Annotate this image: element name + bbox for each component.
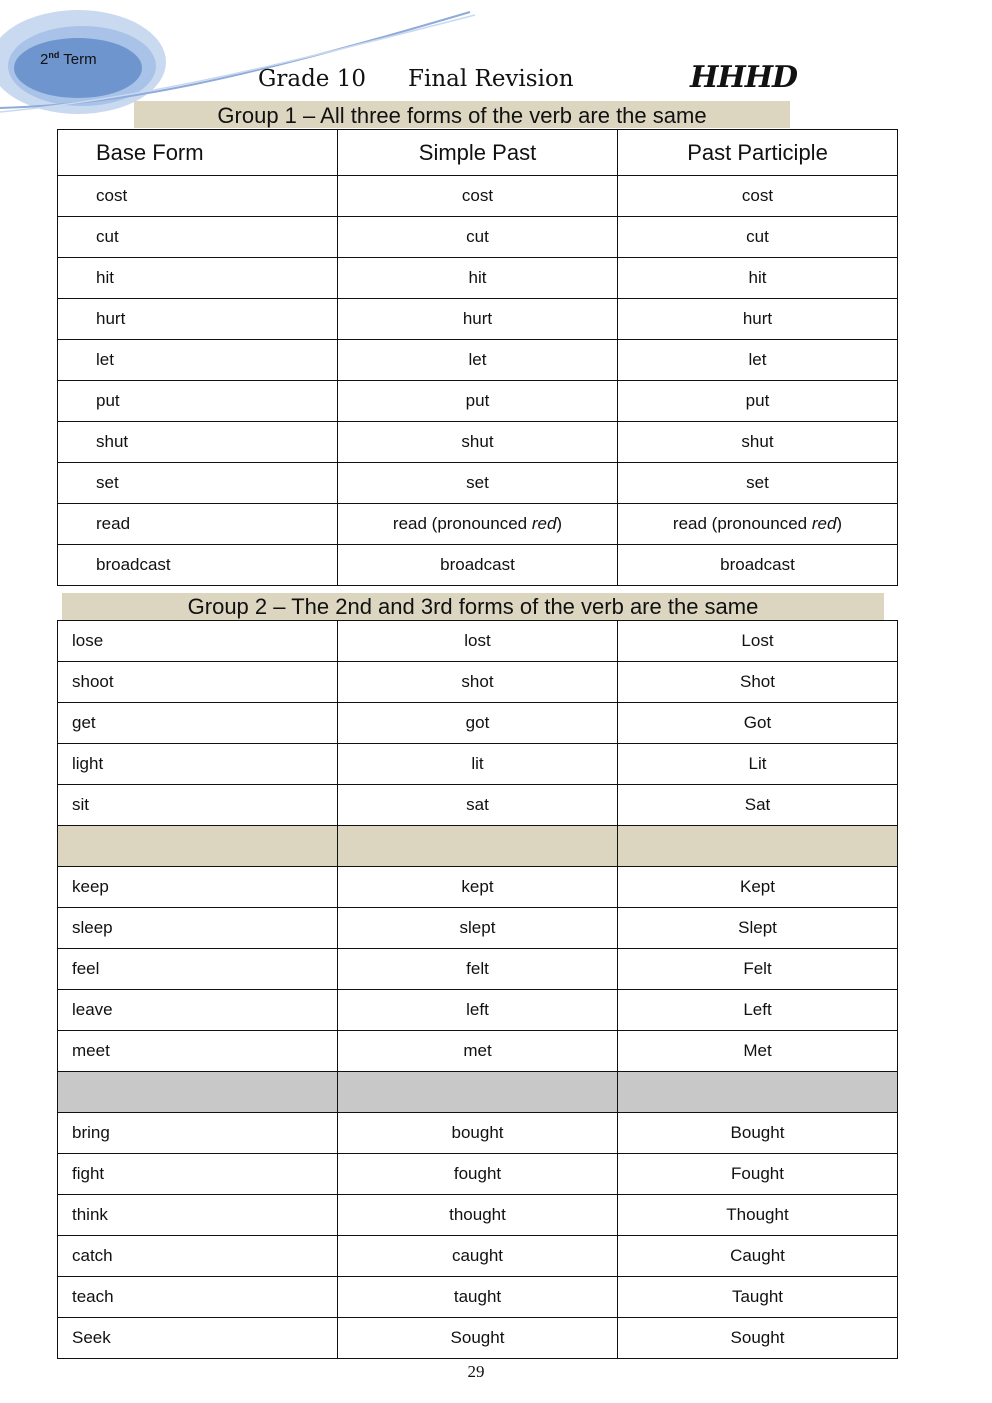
base-form-cell: get (58, 703, 338, 744)
separator-cell (58, 826, 338, 867)
table-row (58, 662, 898, 703)
past-participle-cell: Slept (618, 908, 898, 949)
base-form-cell: sleep (58, 908, 338, 949)
base-form-cell: sit (58, 785, 338, 826)
base-form-cell: shoot (58, 662, 338, 703)
table-row (58, 1236, 898, 1277)
table-row (58, 949, 898, 990)
term-badge (40, 50, 97, 68)
group2-title: Group 2 – The 2nd and 3rd forms of the verb are the same (62, 593, 884, 620)
simple-past-cell: shot (338, 662, 618, 703)
base-form-cell: keep (58, 867, 338, 908)
table-row (58, 621, 898, 662)
table-row (58, 1154, 898, 1195)
simple-past-cell: lost (338, 621, 618, 662)
separator-cell (618, 1072, 898, 1113)
simple-past-cell: felt (338, 949, 618, 990)
table-row (58, 340, 898, 381)
base-form-cell: cost (58, 176, 338, 217)
grade-label: Grade 10 (258, 66, 366, 92)
base-form-cell: cut (58, 217, 338, 258)
base-form-cell: light (58, 744, 338, 785)
simple-past-cell: cost (338, 176, 618, 217)
base-form-cell: think (58, 1195, 338, 1236)
table-row (58, 217, 898, 258)
simple-past-cell: Sought (338, 1318, 618, 1359)
simple-past-cell: got (338, 703, 618, 744)
column-header-simple-past: Simple Past (338, 130, 618, 176)
past-participle-cell: put (618, 381, 898, 422)
base-form-cell: meet (58, 1031, 338, 1072)
table-row (58, 545, 898, 586)
past-participle-cell: cost (618, 176, 898, 217)
past-participle-cell: hurt (618, 299, 898, 340)
past-participle-cell: read (pronounced red) (618, 504, 898, 545)
table-row (58, 504, 898, 545)
simple-past-cell: read (pronounced red) (338, 504, 618, 545)
past-participle-cell: Felt (618, 949, 898, 990)
page-title: Final Revision (408, 66, 574, 92)
table-row (58, 1031, 898, 1072)
simple-past-cell: left (338, 990, 618, 1031)
table-row (58, 867, 898, 908)
table-row (58, 1195, 898, 1236)
table-row (58, 258, 898, 299)
table-row (58, 1318, 898, 1359)
past-participle-cell: Got (618, 703, 898, 744)
past-participle-cell: shut (618, 422, 898, 463)
table-row (58, 381, 898, 422)
simple-past-cell: broadcast (338, 545, 618, 586)
past-participle-cell: Lost (618, 621, 898, 662)
past-participle-cell: set (618, 463, 898, 504)
simple-past-cell: let (338, 340, 618, 381)
term-number: 2 (40, 51, 49, 68)
separator-row (58, 826, 898, 867)
base-form-cell: put (58, 381, 338, 422)
separator-cell (58, 1072, 338, 1113)
simple-past-cell: taught (338, 1277, 618, 1318)
past-participle-cell: Sat (618, 785, 898, 826)
group1-header-row (58, 130, 898, 176)
base-form-cell: shut (58, 422, 338, 463)
simple-past-cell: lit (338, 744, 618, 785)
group1-title: Group 1 – All three forms of the verb are the same (134, 101, 790, 128)
table-row (58, 703, 898, 744)
simple-past-cell: kept (338, 867, 618, 908)
simple-past-cell: caught (338, 1236, 618, 1277)
table-row (58, 1277, 898, 1318)
author-logo: HHHD (690, 60, 798, 95)
past-participle-cell: Thought (618, 1195, 898, 1236)
base-form-cell: leave (58, 990, 338, 1031)
base-form-cell: read (58, 504, 338, 545)
past-participle-cell: Sought (618, 1318, 898, 1359)
table-row (58, 176, 898, 217)
simple-past-cell: bought (338, 1113, 618, 1154)
past-participle-cell: broadcast (618, 545, 898, 586)
simple-past-cell: thought (338, 1195, 618, 1236)
past-participle-cell: Left (618, 990, 898, 1031)
table-row (58, 422, 898, 463)
base-form-cell: set (58, 463, 338, 504)
term-suffix: nd (48, 50, 60, 60)
base-form-cell: lose (58, 621, 338, 662)
table-row (58, 299, 898, 340)
base-form-cell: hit (58, 258, 338, 299)
table-row (58, 744, 898, 785)
past-participle-cell: Lit (618, 744, 898, 785)
table-row (58, 990, 898, 1031)
past-participle-cell: cut (618, 217, 898, 258)
past-participle-cell: Taught (618, 1277, 898, 1318)
separator-cell (618, 826, 898, 867)
page-number: 29 (467, 1362, 485, 1381)
past-participle-cell: Caught (618, 1236, 898, 1277)
past-participle-cell: Kept (618, 867, 898, 908)
base-form-cell: fight (58, 1154, 338, 1195)
separator-cell (338, 1072, 618, 1113)
base-form-cell: catch (58, 1236, 338, 1277)
simple-past-cell: set (338, 463, 618, 504)
base-form-cell: hurt (58, 299, 338, 340)
simple-past-cell: cut (338, 217, 618, 258)
simple-past-cell: slept (338, 908, 618, 949)
base-form-cell: broadcast (58, 545, 338, 586)
base-form-cell: let (58, 340, 338, 381)
simple-past-cell: put (338, 381, 618, 422)
separator-cell (338, 826, 618, 867)
past-participle-cell: Shot (618, 662, 898, 703)
base-form-cell: feel (58, 949, 338, 990)
past-participle-cell: Met (618, 1031, 898, 1072)
simple-past-cell: met (338, 1031, 618, 1072)
column-header-past-participle: Past Participle (618, 130, 898, 176)
group1-table (57, 129, 898, 586)
past-participle-cell: hit (618, 258, 898, 299)
separator-row (58, 1072, 898, 1113)
past-participle-cell: let (618, 340, 898, 381)
simple-past-cell: hurt (338, 299, 618, 340)
table-row (58, 463, 898, 504)
simple-past-cell: fought (338, 1154, 618, 1195)
simple-past-cell: sat (338, 785, 618, 826)
table-row (58, 908, 898, 949)
base-form-cell: teach (58, 1277, 338, 1318)
simple-past-cell: shut (338, 422, 618, 463)
simple-past-cell: hit (338, 258, 618, 299)
table-row (58, 1113, 898, 1154)
past-participle-cell: Bought (618, 1113, 898, 1154)
table-row (58, 785, 898, 826)
base-form-cell: bring (58, 1113, 338, 1154)
base-form-cell: Seek (58, 1318, 338, 1359)
column-header-base-form: Base Form (58, 130, 338, 176)
past-participle-cell: Fought (618, 1154, 898, 1195)
term-word: Term (63, 51, 97, 68)
group2-table (57, 620, 898, 1359)
